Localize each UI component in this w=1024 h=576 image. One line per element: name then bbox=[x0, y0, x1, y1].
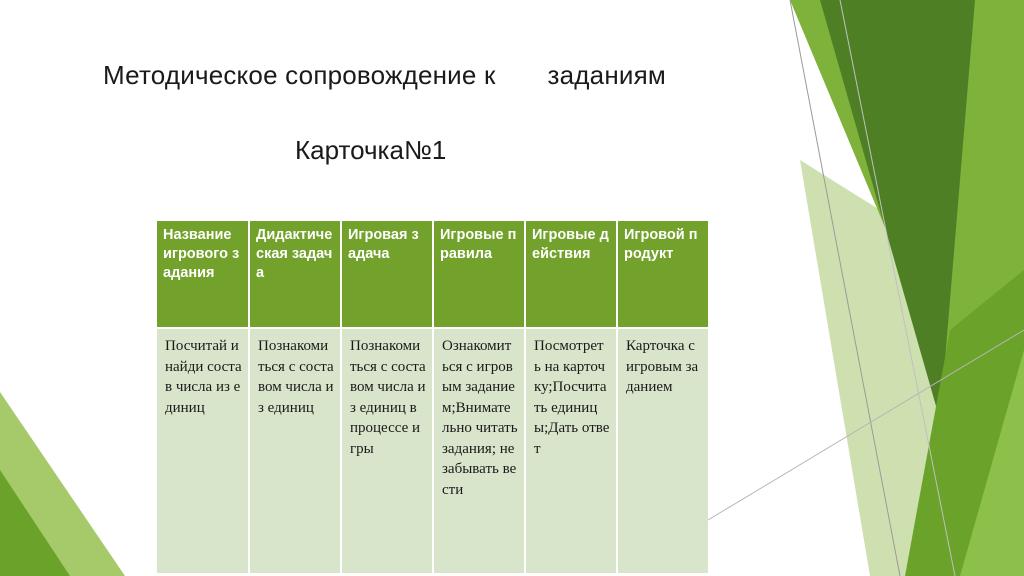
header-game-actions: Игровые действия bbox=[525, 221, 617, 328]
table-header-row bbox=[157, 221, 708, 328]
header-game-name: Название игрового задания bbox=[157, 221, 249, 328]
table-cell: Познакомиться с составом числа из единиц в процессе игры bbox=[341, 328, 433, 573]
table-cell: Посмотреть на карточку;Посчитать единицы;Дать ответ bbox=[525, 328, 617, 573]
table-cell: Карточка с игровым заданием bbox=[617, 328, 708, 573]
slide-title: Методическое сопровождение к заданиям bbox=[103, 60, 666, 90]
table-cell: Ознакомиться с игровым заданием;Внимательно читать задания; не забывать вести bbox=[433, 328, 525, 573]
header-game-product: Игровой продукт bbox=[617, 221, 708, 328]
game-table bbox=[157, 221, 708, 573]
slide-subtitle: Карточка№1 bbox=[295, 135, 447, 165]
table-cell: Познакомиться с составом числа из единиц bbox=[249, 328, 341, 573]
table-cell: Посчитай и найди состав числа из единиц bbox=[157, 328, 249, 573]
header-game-task: Игровая задача bbox=[341, 221, 433, 328]
header-game-rules: Игровые правила bbox=[433, 221, 525, 328]
table-row bbox=[157, 328, 708, 573]
header-didactic-task: Дидактическая задача bbox=[249, 221, 341, 328]
